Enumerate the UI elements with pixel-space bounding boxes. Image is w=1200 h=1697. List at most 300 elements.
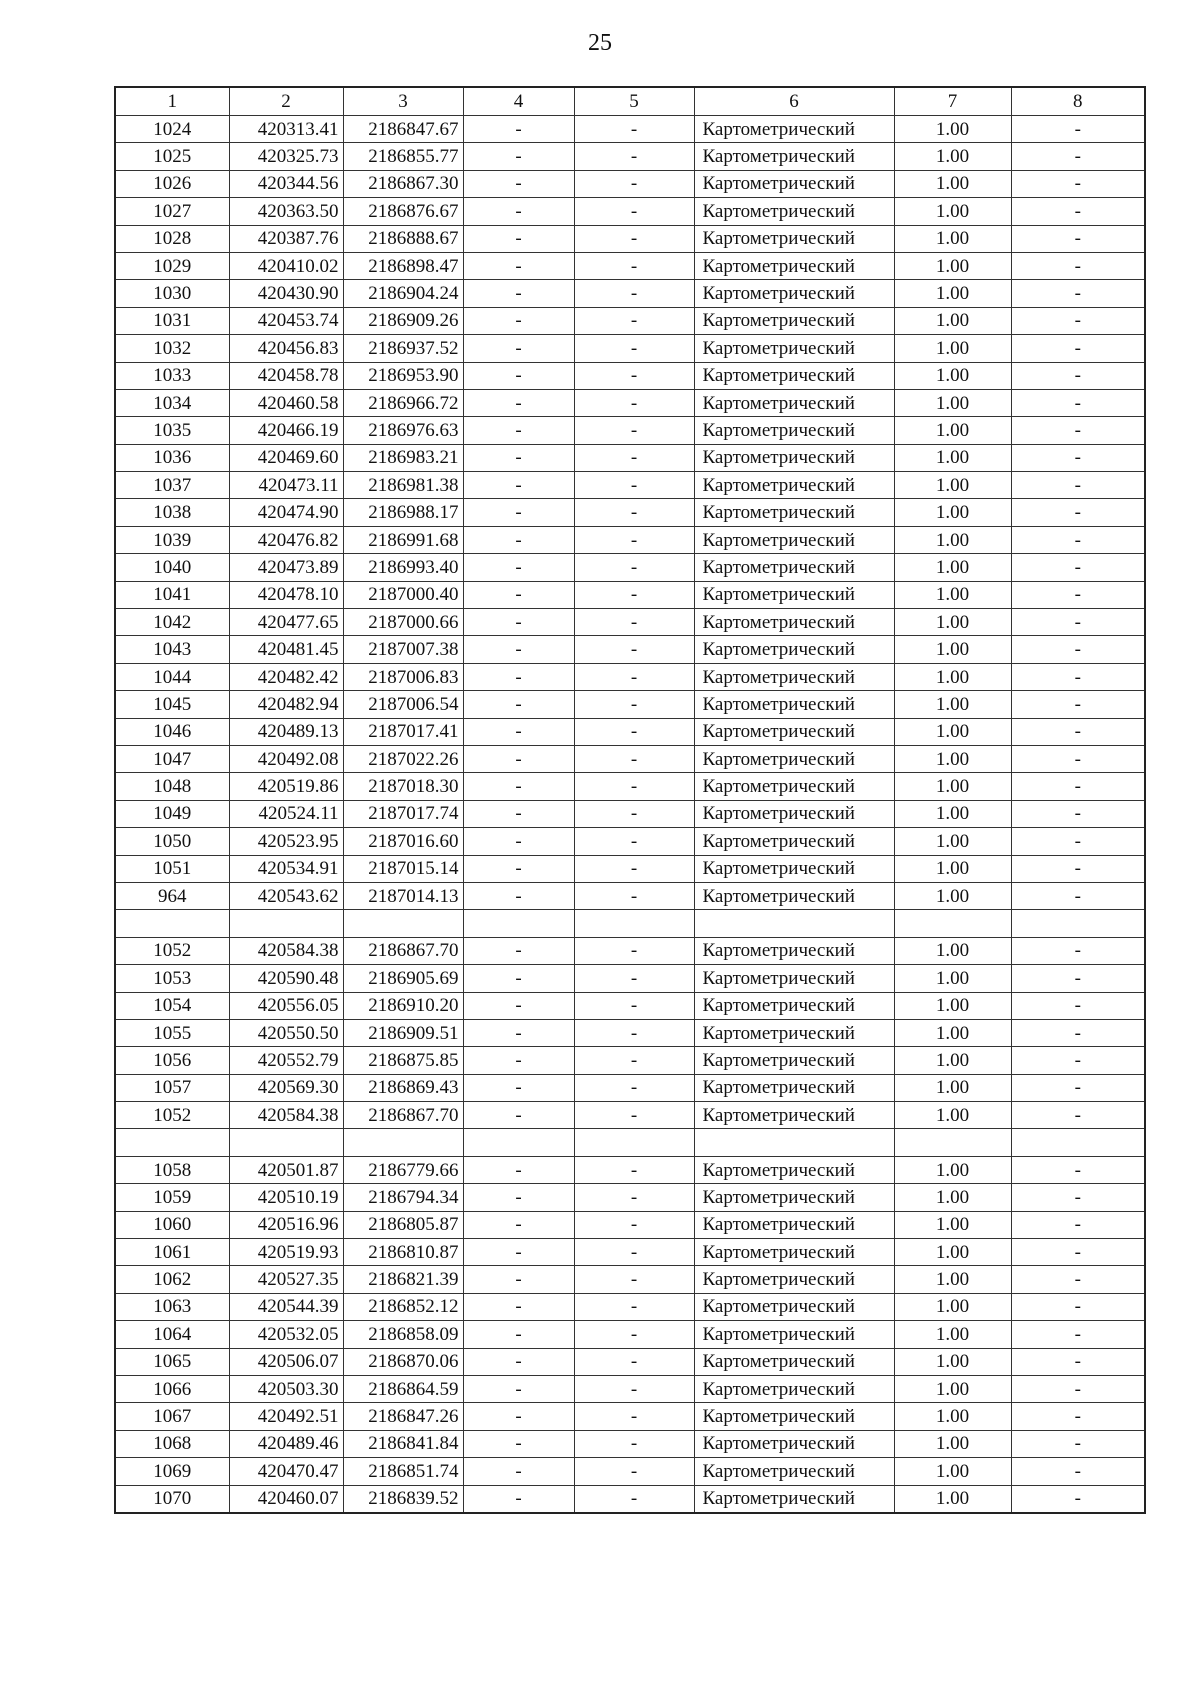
x-coordinate-cell: 420492.51 <box>229 1403 343 1430</box>
y-coordinate-cell: 2186864.59 <box>343 1375 463 1402</box>
x-coordinate-cell: 420344.56 <box>229 170 343 197</box>
coordinates-table <box>114 86 1146 1514</box>
accuracy-cell: 1.00 <box>894 1047 1011 1074</box>
column-header: 3 <box>343 87 463 116</box>
y-coordinate-cell: 2186937.52 <box>343 335 463 362</box>
accuracy-cell <box>894 1129 1011 1156</box>
method-cell: Картометрический <box>694 800 894 827</box>
point-number-cell: 1037 <box>115 472 229 499</box>
col4-cell: - <box>463 773 574 800</box>
x-coordinate-cell: 420534.91 <box>229 855 343 882</box>
y-coordinate-cell: 2186910.20 <box>343 992 463 1019</box>
col8-cell: - <box>1011 116 1145 143</box>
method-cell: Картометрический <box>694 855 894 882</box>
accuracy-cell: 1.00 <box>894 280 1011 307</box>
column-header: 6 <box>694 87 894 116</box>
table-row <box>115 1156 1145 1183</box>
point-number-cell: 1062 <box>115 1266 229 1293</box>
col4-cell: - <box>463 526 574 553</box>
col4-cell: - <box>463 937 574 964</box>
col5-cell: - <box>574 116 694 143</box>
accuracy-cell: 1.00 <box>894 499 1011 526</box>
y-coordinate-cell: 2187006.54 <box>343 691 463 718</box>
col4-cell: - <box>463 882 574 909</box>
method-cell: Картометрический <box>694 444 894 471</box>
x-coordinate-cell: 420470.47 <box>229 1458 343 1485</box>
method-cell: Картометрический <box>694 1485 894 1513</box>
table-row <box>115 499 1145 526</box>
y-coordinate-cell: 2186779.66 <box>343 1156 463 1183</box>
col4-cell: - <box>463 1485 574 1513</box>
y-coordinate-cell: 2186953.90 <box>343 362 463 389</box>
accuracy-cell: 1.00 <box>894 882 1011 909</box>
method-cell: Картометрический <box>694 1019 894 1046</box>
col8-cell: - <box>1011 1184 1145 1211</box>
point-number-cell: 1039 <box>115 526 229 553</box>
method-cell: Картометрический <box>694 745 894 772</box>
point-number-cell: 1035 <box>115 417 229 444</box>
col4-cell: - <box>463 1156 574 1183</box>
x-coordinate-cell: 420527.35 <box>229 1266 343 1293</box>
accuracy-cell: 1.00 <box>894 526 1011 553</box>
col8-cell: - <box>1011 143 1145 170</box>
x-coordinate-cell: 420387.76 <box>229 225 343 252</box>
col5-cell: - <box>574 1375 694 1402</box>
table-row <box>115 526 1145 553</box>
x-coordinate-cell: 420506.07 <box>229 1348 343 1375</box>
y-coordinate-cell: 2186841.84 <box>343 1430 463 1457</box>
col8-cell: - <box>1011 636 1145 663</box>
method-cell: Картометрический <box>694 1047 894 1074</box>
table-row <box>115 1321 1145 1348</box>
accuracy-cell: 1.00 <box>894 1430 1011 1457</box>
method-cell: Картометрический <box>694 362 894 389</box>
point-number-cell: 1070 <box>115 1485 229 1513</box>
x-coordinate-cell: 420482.94 <box>229 691 343 718</box>
col8-cell: - <box>1011 170 1145 197</box>
method-cell: Картометрический <box>694 718 894 745</box>
x-coordinate-cell: 420460.07 <box>229 1485 343 1513</box>
column-header: 8 <box>1011 87 1145 116</box>
col8-cell: - <box>1011 307 1145 334</box>
method-cell: Картометрический <box>694 773 894 800</box>
table-row <box>115 937 1145 964</box>
col4-cell: - <box>463 800 574 827</box>
method-cell: Картометрический <box>694 1348 894 1375</box>
point-number-cell: 1027 <box>115 198 229 225</box>
y-coordinate-cell: 2186870.06 <box>343 1348 463 1375</box>
y-coordinate-cell: 2186805.87 <box>343 1211 463 1238</box>
table-row <box>115 800 1145 827</box>
x-coordinate-cell: 420544.39 <box>229 1293 343 1320</box>
y-coordinate-cell: 2187015.14 <box>343 855 463 882</box>
point-number-cell: 1068 <box>115 1430 229 1457</box>
method-cell: Картометрический <box>694 1239 894 1266</box>
point-number-cell: 1065 <box>115 1348 229 1375</box>
point-number-cell: 1031 <box>115 307 229 334</box>
accuracy-cell: 1.00 <box>894 1211 1011 1238</box>
table-row <box>115 773 1145 800</box>
accuracy-cell: 1.00 <box>894 1321 1011 1348</box>
col4-cell: - <box>463 472 574 499</box>
col4-cell: - <box>463 1266 574 1293</box>
col5-cell: - <box>574 252 694 279</box>
y-coordinate-cell: 2187022.26 <box>343 745 463 772</box>
table-row <box>115 910 1145 937</box>
x-coordinate-cell: 420478.10 <box>229 581 343 608</box>
method-cell: Картометрический <box>694 280 894 307</box>
method-cell: Картометрический <box>694 417 894 444</box>
x-coordinate-cell: 420492.08 <box>229 745 343 772</box>
col8-cell: - <box>1011 1458 1145 1485</box>
col4-cell: - <box>463 554 574 581</box>
column-header: 2 <box>229 87 343 116</box>
col4-cell: - <box>463 1184 574 1211</box>
col5-cell: - <box>574 554 694 581</box>
accuracy-cell: 1.00 <box>894 198 1011 225</box>
col4-cell: - <box>463 992 574 1019</box>
col8-cell: - <box>1011 828 1145 855</box>
point-number-cell: 1029 <box>115 252 229 279</box>
point-number-cell: 1051 <box>115 855 229 882</box>
table-row <box>115 636 1145 663</box>
col8-cell: - <box>1011 800 1145 827</box>
y-coordinate-cell: 2186858.09 <box>343 1321 463 1348</box>
y-coordinate-cell: 2186888.67 <box>343 225 463 252</box>
table-row <box>115 1239 1145 1266</box>
col8-cell: - <box>1011 1074 1145 1101</box>
accuracy-cell: 1.00 <box>894 691 1011 718</box>
y-coordinate-cell: 2186909.51 <box>343 1019 463 1046</box>
col5-cell: - <box>574 1047 694 1074</box>
table-row <box>115 1047 1145 1074</box>
method-cell: Картометрический <box>694 225 894 252</box>
table-row <box>115 1403 1145 1430</box>
col4-cell: - <box>463 1211 574 1238</box>
x-coordinate-cell <box>229 910 343 937</box>
y-coordinate-cell: 2186875.85 <box>343 1047 463 1074</box>
col5-cell: - <box>574 472 694 499</box>
col4-cell: - <box>463 1102 574 1129</box>
table-row <box>115 1430 1145 1457</box>
point-number-cell: 1043 <box>115 636 229 663</box>
point-number-cell: 1033 <box>115 362 229 389</box>
table-row <box>115 855 1145 882</box>
x-coordinate-cell <box>229 1129 343 1156</box>
point-number-cell: 1047 <box>115 745 229 772</box>
column-header: 7 <box>894 87 1011 116</box>
col4-cell: - <box>463 663 574 690</box>
col4-cell: - <box>463 1019 574 1046</box>
point-number-cell: 1066 <box>115 1375 229 1402</box>
method-cell: Картометрический <box>694 636 894 663</box>
accuracy-cell: 1.00 <box>894 444 1011 471</box>
method-cell: Картометрический <box>694 1184 894 1211</box>
col5-cell: - <box>574 965 694 992</box>
col8-cell: - <box>1011 335 1145 362</box>
col8-cell: - <box>1011 663 1145 690</box>
x-coordinate-cell: 420363.50 <box>229 198 343 225</box>
col5-cell: - <box>574 389 694 416</box>
method-cell: Картометрический <box>694 581 894 608</box>
column-header: 5 <box>574 87 694 116</box>
method-cell: Картометрический <box>694 389 894 416</box>
table-row <box>115 1019 1145 1046</box>
col5-cell: - <box>574 937 694 964</box>
point-number-cell: 1042 <box>115 609 229 636</box>
method-cell: Картометрический <box>694 252 894 279</box>
col5-cell: - <box>574 745 694 772</box>
point-number-cell: 1059 <box>115 1184 229 1211</box>
table-row <box>115 198 1145 225</box>
point-number-cell: 1038 <box>115 499 229 526</box>
table-row <box>115 1458 1145 1485</box>
col8-cell <box>1011 910 1145 937</box>
col4-cell: - <box>463 225 574 252</box>
method-cell: Картометрический <box>694 1403 894 1430</box>
x-coordinate-cell: 420590.48 <box>229 965 343 992</box>
accuracy-cell: 1.00 <box>894 1403 1011 1430</box>
point-number-cell: 1036 <box>115 444 229 471</box>
point-number-cell: 1046 <box>115 718 229 745</box>
col5-cell: - <box>574 773 694 800</box>
method-cell: Картометрический <box>694 499 894 526</box>
method-cell <box>694 910 894 937</box>
method-cell: Картометрический <box>694 1430 894 1457</box>
point-number-cell: 1026 <box>115 170 229 197</box>
col5-cell: - <box>574 855 694 882</box>
y-coordinate-cell <box>343 910 463 937</box>
x-coordinate-cell: 420482.42 <box>229 663 343 690</box>
col5-cell: - <box>574 1156 694 1183</box>
table-row <box>115 362 1145 389</box>
table-row <box>115 307 1145 334</box>
table-row <box>115 1211 1145 1238</box>
y-coordinate-cell: 2187016.60 <box>343 828 463 855</box>
y-coordinate-cell: 2186981.38 <box>343 472 463 499</box>
column-header: 1 <box>115 87 229 116</box>
x-coordinate-cell: 420456.83 <box>229 335 343 362</box>
point-number-cell: 1030 <box>115 280 229 307</box>
col5-cell <box>574 1129 694 1156</box>
x-coordinate-cell: 420489.13 <box>229 718 343 745</box>
col8-cell <box>1011 1129 1145 1156</box>
point-number-cell: 1054 <box>115 992 229 1019</box>
y-coordinate-cell: 2186976.63 <box>343 417 463 444</box>
col8-cell: - <box>1011 1430 1145 1457</box>
accuracy-cell: 1.00 <box>894 636 1011 663</box>
col8-cell: - <box>1011 225 1145 252</box>
y-coordinate-cell: 2186867.70 <box>343 1102 463 1129</box>
point-number-cell: 1053 <box>115 965 229 992</box>
col8-cell: - <box>1011 1047 1145 1074</box>
col4-cell: - <box>463 1047 574 1074</box>
table-body <box>115 116 1145 1513</box>
accuracy-cell: 1.00 <box>894 1348 1011 1375</box>
col5-cell: - <box>574 718 694 745</box>
point-number-cell: 1028 <box>115 225 229 252</box>
y-coordinate-cell: 2187000.66 <box>343 609 463 636</box>
point-number-cell: 1049 <box>115 800 229 827</box>
col8-cell: - <box>1011 362 1145 389</box>
col4-cell: - <box>463 362 574 389</box>
y-coordinate-cell <box>343 1129 463 1156</box>
accuracy-cell: 1.00 <box>894 1375 1011 1402</box>
col4-cell: - <box>463 252 574 279</box>
method-cell: Картометрический <box>694 116 894 143</box>
col5-cell: - <box>574 143 694 170</box>
method-cell: Картометрический <box>694 143 894 170</box>
y-coordinate-cell: 2186847.67 <box>343 116 463 143</box>
col4-cell: - <box>463 965 574 992</box>
col8-cell: - <box>1011 389 1145 416</box>
table-row <box>115 389 1145 416</box>
col5-cell: - <box>574 828 694 855</box>
col5-cell: - <box>574 417 694 444</box>
col5-cell: - <box>574 362 694 389</box>
y-coordinate-cell: 2186855.77 <box>343 143 463 170</box>
accuracy-cell: 1.00 <box>894 389 1011 416</box>
point-number-cell: 1058 <box>115 1156 229 1183</box>
x-coordinate-cell: 420466.19 <box>229 417 343 444</box>
table-row <box>115 581 1145 608</box>
col8-cell: - <box>1011 444 1145 471</box>
method-cell: Картометрический <box>694 882 894 909</box>
point-number-cell: 1057 <box>115 1074 229 1101</box>
accuracy-cell: 1.00 <box>894 609 1011 636</box>
accuracy-cell: 1.00 <box>894 417 1011 444</box>
method-cell: Картометрический <box>694 828 894 855</box>
col4-cell: - <box>463 691 574 718</box>
accuracy-cell: 1.00 <box>894 828 1011 855</box>
y-coordinate-cell: 2187014.13 <box>343 882 463 909</box>
col4-cell: - <box>463 1375 574 1402</box>
col4-cell: - <box>463 444 574 471</box>
table-row <box>115 663 1145 690</box>
table-row <box>115 691 1145 718</box>
table-row <box>115 609 1145 636</box>
x-coordinate-cell: 420519.93 <box>229 1239 343 1266</box>
col4-cell: - <box>463 307 574 334</box>
method-cell: Картометрический <box>694 1102 894 1129</box>
accuracy-cell: 1.00 <box>894 581 1011 608</box>
table-row <box>115 882 1145 909</box>
x-coordinate-cell: 420473.11 <box>229 472 343 499</box>
col5-cell <box>574 910 694 937</box>
accuracy-cell: 1.00 <box>894 143 1011 170</box>
column-header: 4 <box>463 87 574 116</box>
y-coordinate-cell: 2186869.43 <box>343 1074 463 1101</box>
method-cell: Картометрический <box>694 198 894 225</box>
col5-cell: - <box>574 992 694 1019</box>
point-number-cell: 1050 <box>115 828 229 855</box>
col4-cell: - <box>463 170 574 197</box>
accuracy-cell: 1.00 <box>894 663 1011 690</box>
col4-cell: - <box>463 609 574 636</box>
y-coordinate-cell: 2186867.30 <box>343 170 463 197</box>
col5-cell: - <box>574 1211 694 1238</box>
point-number-cell <box>115 1129 229 1156</box>
method-cell: Картометрический <box>694 1458 894 1485</box>
table-header-row <box>115 87 1145 116</box>
y-coordinate-cell: 2187006.83 <box>343 663 463 690</box>
col5-cell: - <box>574 1266 694 1293</box>
point-number-cell: 1034 <box>115 389 229 416</box>
col8-cell: - <box>1011 1403 1145 1430</box>
point-number-cell: 1064 <box>115 1321 229 1348</box>
point-number-cell: 1025 <box>115 143 229 170</box>
method-cell: Картометрический <box>694 663 894 690</box>
col8-cell: - <box>1011 965 1145 992</box>
col5-cell: - <box>574 1102 694 1129</box>
point-number-cell: 1040 <box>115 554 229 581</box>
col8-cell: - <box>1011 252 1145 279</box>
col8-cell: - <box>1011 1211 1145 1238</box>
table-row <box>115 1074 1145 1101</box>
accuracy-cell: 1.00 <box>894 252 1011 279</box>
y-coordinate-cell: 2186794.34 <box>343 1184 463 1211</box>
col5-cell: - <box>574 691 694 718</box>
col4-cell: - <box>463 1321 574 1348</box>
point-number-cell: 1024 <box>115 116 229 143</box>
col5-cell: - <box>574 1019 694 1046</box>
x-coordinate-cell: 420552.79 <box>229 1047 343 1074</box>
col8-cell: - <box>1011 1239 1145 1266</box>
y-coordinate-cell: 2186988.17 <box>343 499 463 526</box>
table-row <box>115 170 1145 197</box>
y-coordinate-cell: 2186876.67 <box>343 198 463 225</box>
table-row <box>115 1348 1145 1375</box>
col4-cell: - <box>463 280 574 307</box>
table-row <box>115 116 1145 143</box>
col8-cell: - <box>1011 745 1145 772</box>
method-cell: Картометрический <box>694 472 894 499</box>
accuracy-cell: 1.00 <box>894 773 1011 800</box>
col4-cell: - <box>463 828 574 855</box>
x-coordinate-cell: 420469.60 <box>229 444 343 471</box>
table-row <box>115 828 1145 855</box>
col5-cell: - <box>574 1293 694 1320</box>
col8-cell: - <box>1011 1266 1145 1293</box>
col4-cell: - <box>463 1458 574 1485</box>
col4-cell: - <box>463 581 574 608</box>
x-coordinate-cell: 420524.11 <box>229 800 343 827</box>
col8-cell: - <box>1011 526 1145 553</box>
point-number-cell: 1060 <box>115 1211 229 1238</box>
y-coordinate-cell: 2186983.21 <box>343 444 463 471</box>
y-coordinate-cell: 2187018.30 <box>343 773 463 800</box>
table-row <box>115 992 1145 1019</box>
col5-cell: - <box>574 335 694 362</box>
accuracy-cell <box>894 910 1011 937</box>
point-number-cell: 1067 <box>115 1403 229 1430</box>
col4-cell: - <box>463 417 574 444</box>
accuracy-cell: 1.00 <box>894 1458 1011 1485</box>
col5-cell: - <box>574 663 694 690</box>
method-cell: Картометрический <box>694 1375 894 1402</box>
col8-cell: - <box>1011 992 1145 1019</box>
col4-cell: - <box>463 1293 574 1320</box>
col8-cell: - <box>1011 417 1145 444</box>
col8-cell: - <box>1011 937 1145 964</box>
accuracy-cell: 1.00 <box>894 1293 1011 1320</box>
x-coordinate-cell: 420481.45 <box>229 636 343 663</box>
accuracy-cell: 1.00 <box>894 937 1011 964</box>
table-row <box>115 252 1145 279</box>
col8-cell: - <box>1011 554 1145 581</box>
col5-cell: - <box>574 1458 694 1485</box>
col4-cell <box>463 1129 574 1156</box>
